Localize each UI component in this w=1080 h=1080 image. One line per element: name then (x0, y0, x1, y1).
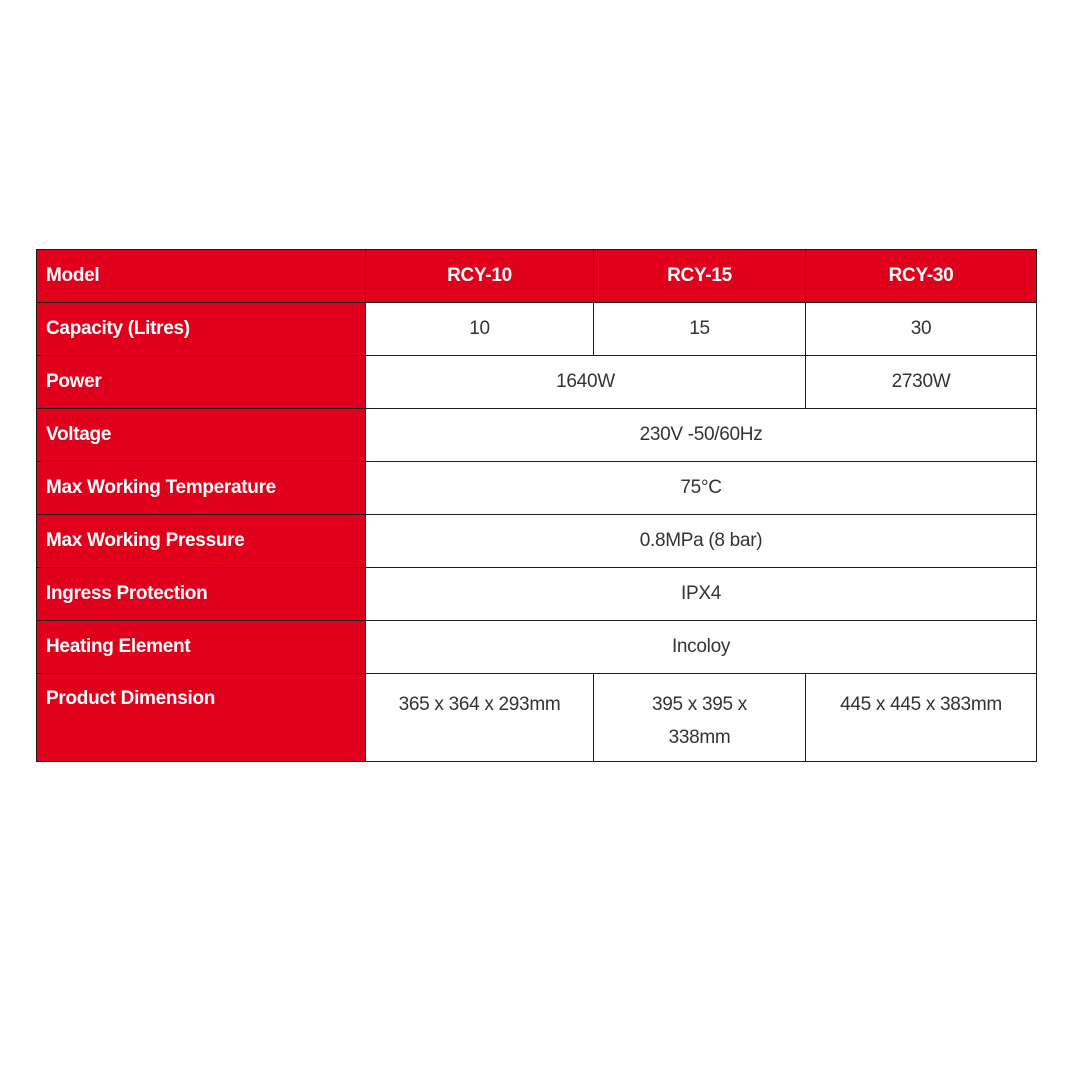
spec-table (36, 249, 1037, 762)
row-ingress-protection (37, 568, 1037, 621)
cell-value: 2730W (806, 356, 1037, 409)
row-product-dimension (37, 674, 1037, 762)
model-rcy-10: RCY-10 (366, 250, 594, 303)
row-label: Voltage (37, 409, 366, 462)
cell-value: 445 x 445 x 383mm (806, 674, 1037, 762)
cell-value: Incoloy (366, 621, 1037, 674)
header-row (37, 250, 1037, 303)
row-voltage (37, 409, 1037, 462)
cell-value: 365 x 364 x 293mm (366, 674, 594, 762)
cell-value: 0.8MPa (8 bar) (366, 515, 1037, 568)
cell-value: 10 (366, 303, 594, 356)
model-rcy-30: RCY-30 (806, 250, 1037, 303)
row-max-temperature (37, 462, 1037, 515)
cell-value: 1640W (366, 356, 806, 409)
row-label: Max Working Temperature (37, 462, 366, 515)
row-label: Heating Element (37, 621, 366, 674)
model-rcy-15: RCY-15 (594, 250, 806, 303)
row-label: Power (37, 356, 366, 409)
cell-value: 75°C (366, 462, 1037, 515)
row-max-pressure (37, 515, 1037, 568)
cell-value: IPX4 (366, 568, 1037, 621)
cell-value: 30 (806, 303, 1037, 356)
row-label: Ingress Protection (37, 568, 366, 621)
row-label: Product Dimension (37, 674, 366, 762)
row-label: Capacity (Litres) (37, 303, 366, 356)
row-power (37, 356, 1037, 409)
row-capacity (37, 303, 1037, 356)
row-label: Max Working Pressure (37, 515, 366, 568)
row-heating-element (37, 621, 1037, 674)
cell-value: 230V -50/60Hz (366, 409, 1037, 462)
header-label-model: Model (37, 250, 366, 303)
cell-value: 15 (594, 303, 806, 356)
cell-value: 395 x 395 x 338mm (594, 674, 806, 762)
